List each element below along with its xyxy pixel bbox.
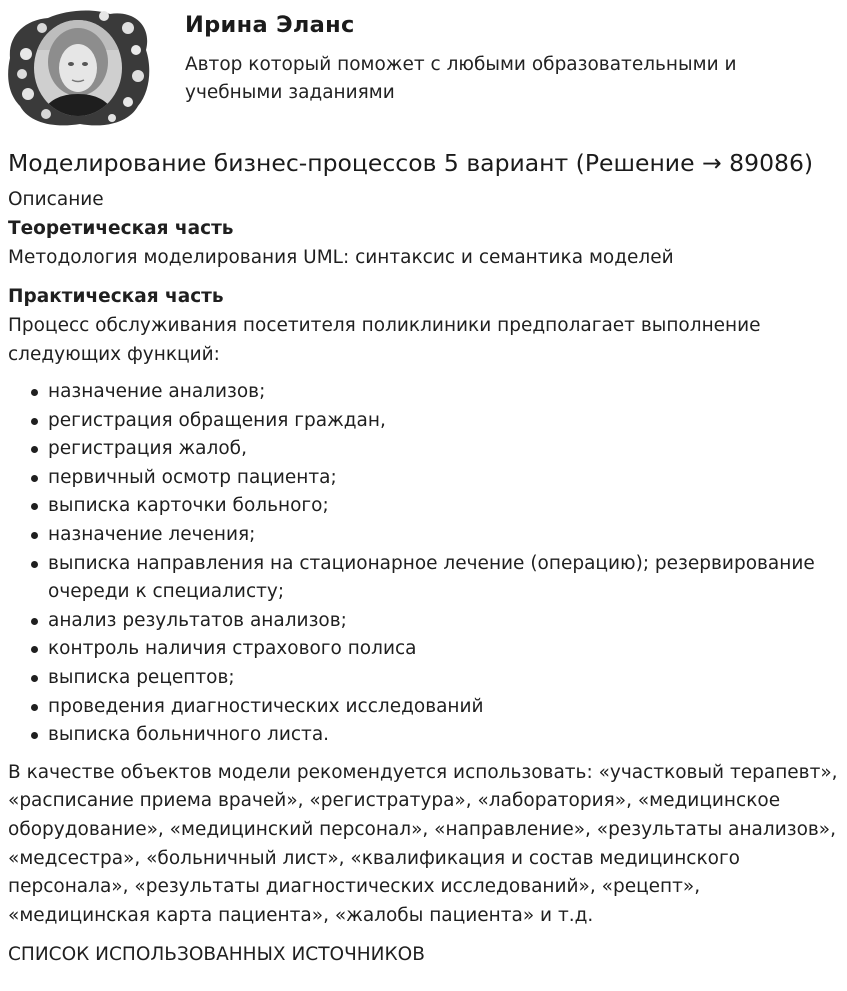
list-item: выписка больничного листа. (48, 721, 840, 750)
practice-heading: Практическая часть (8, 286, 224, 307)
avatar[interactable] (6, 6, 152, 128)
list-item: назначение лечения; (48, 521, 840, 550)
theory-heading: Теоретическая часть (8, 218, 234, 239)
page-title: Моделирование бизнес-процессов 5 вариант (Решение → 89086) (8, 149, 814, 177)
list-item: первичный осмотр пациента; (48, 464, 840, 493)
list-item: назначение анализов; (48, 378, 840, 407)
author-card (0, 0, 847, 135)
list-item: анализ результатов анализов; (48, 607, 840, 636)
theory-text: Методология моделирования UML: синтаксис и семантика моделей (8, 247, 674, 268)
practice-intro: Процесс обслуживания посетителя поликлиники предполагает выполнение следующих функций: (8, 315, 761, 365)
sources-heading: СПИСОК ИСПОЛЬЗОВАННЫХ ИСТОЧНИКОВ (8, 944, 425, 966)
list-item: проведения диагностических исследований (48, 693, 840, 722)
work-content (8, 147, 840, 969)
description-label: Описание (8, 189, 104, 210)
list-item: регистрация жалоб, (48, 435, 840, 464)
objects-paragraph: В качестве объектов модели рекомендуется использовать: «участковый терапевт», «расписание приема врачей», «регистратура», «лаборатория», «медицинское оборудование», «медицинский персонал», «направление», «результаты анализов», «медсестра», «больничный лист», «квалификация и состав медицинского персонала», «результаты диагностических исследований», «рецепт», «медицинская карта пациента», «жалобы пациента» и т.д. (8, 761, 838, 926)
functions-list (8, 378, 840, 750)
list-item: регистрация обращения граждан, (48, 407, 840, 436)
list-item: выписка направления на стационарное лечение (операцию); резервирование очереди к специалисту; (48, 550, 840, 607)
list-item: выписка карточки больного; (48, 492, 840, 521)
author-description: Автор который поможет с любыми образовательными и учебными заданиями (185, 54, 737, 103)
list-item: контроль наличия страхового полиса (48, 635, 840, 664)
author-photo (6, 6, 152, 128)
author-name[interactable]: Ирина Эланс (185, 12, 355, 38)
list-item: выписка рецептов; (48, 664, 840, 693)
